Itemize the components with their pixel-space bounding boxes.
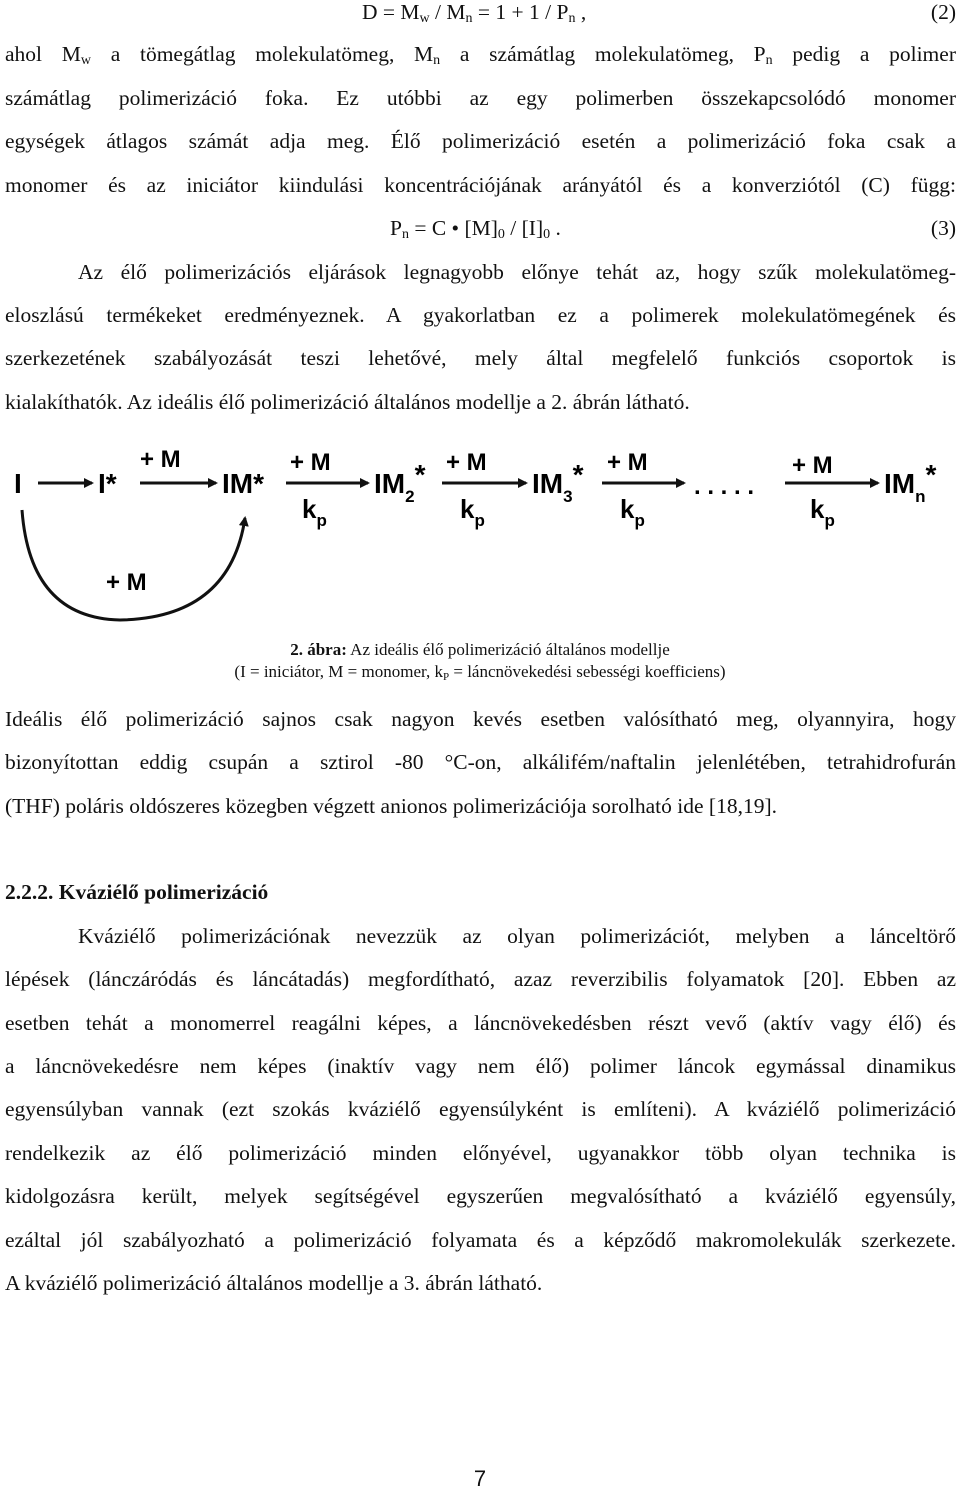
species-IMn: $IM_n*$ [884,459,937,506]
para2-line1: Az élő polimerizációs eljárások legnagyobb előnye tehát az, hogy szűk molekulatömeg- [78,260,956,284]
species-IM2: $IM_2*$ [374,459,426,506]
species-Istar: I* [98,468,117,499]
para4-line7: kidolgozásra került, melyek segítségével egyszerűen megvalósítható a kváziélő egyensúly, [5,1184,956,1208]
living-polymerization-scheme [0,440,960,630]
equation-3: $P_n = C$ • $[M]_0 / [I]_0$ . [390,216,561,242]
figure-caption: 2. ábra: Az ideális élő polimerizáció általános modellje [290,640,670,659]
page-number: 7 [473,1466,487,1491]
plusM-label: + M [290,449,331,476]
plusM-label: + M [792,452,833,479]
para3-line1: Ideális élő polimerizáció sajnos csak nagyon kevés esetben valósítható meg, olyannyira, hogy [5,707,956,731]
para4-line5: egyensúlyban vannak (ezt szokás kváziélő egyensúlyként is említeni). A kváziélő polimerizáció [5,1097,956,1121]
species-I: I [14,468,22,499]
loop-arrow [22,510,245,620]
equation-number-3: (3) [930,216,956,240]
para4-line3: esetben tehát a monomerrel reagálni képes, a láncnövekedésben részt vevő (aktív vagy élő) és [5,1011,956,1035]
para1-line1: ahol $M_w$ a tömegátlag molekulatömeg, $M_n$ a számátlag molekulatömeg, $P_n$ pedig a polimer [5,42,956,68]
para4-line9: A kváziélő polimerizáció általános modellje a 3. ábrán látható. [5,1271,543,1295]
equation-2: $D = M_w / M_n = 1 + 1 / P_n$ , [362,0,587,26]
para1-line4: monomer és az iniciátor kiindulási koncentrációjának arányától és a konverziótól (C) függ: [5,173,956,197]
para4-line2: lépések (lánczáródás és láncátadás) megfordítható, azaz reverzibilis folyamatok [20]. Ebben az [5,967,956,991]
species-IM: IM* [222,468,264,499]
loop-plusM-label: + M [106,569,147,596]
para4-line6: rendelkezik az élő polimerizáció minden előnyével, ugyanakkor több olyan technika is [5,1141,956,1165]
section-heading: 2.2.2. Kváziélő polimerizáció [5,880,269,904]
para2-line2: eloszlású termékeket eredményeznek. A gyakorlatban ez a polimerek molekulatömegének és [5,303,956,327]
plusM-label: + M [140,446,181,473]
kp-label: $k_p$ [620,494,645,530]
species-IM3: $IM_3*$ [532,459,584,506]
kp-label: $k_p$ [302,494,327,530]
para1-line3: egységek átlagos számát adja meg. Élő polimerizáció esetén a polimerizáció foka csak a [5,129,956,153]
plusM-label: + M [446,449,487,476]
para3-line3: (THF) poláris oldószeres közegben végzett anionos polimerizációja sorolható ide [18,19]. [5,794,777,818]
para2-line3: szerkezetének szabályozását teszi lehetővé, mely által megfelelő funkciós csoportok is [5,346,956,370]
para3-line2: bizonyítottan eddig csupán a sztirol -80 °C-on, alkálifém/naftalin jelenlétében, tetrahidrofurán [5,750,956,774]
para4-line1: Kváziélő polimerizációnak nevezzük az olyan polimerizációt, melyben a lánceltörő [78,924,956,948]
para4-line4: a láncnövekedésre nem képes (inaktív vagy nem élő) polimer láncok egymással dinamikus [5,1054,956,1078]
para4-line8: ezáltal jól szabályozható a polimerizáció folyamata és a képződő makromolekulák szerkezete. [5,1228,956,1252]
kp-label: $k_p$ [460,494,485,530]
para2-line4: kialakíthatók. Az ideális élő polimerizáció általános modellje a 2. ábrán látható. [5,390,690,414]
plusM-label: + M [607,449,648,476]
para1-line2: számátlag polimerizáció foka. Ez utóbbi az egy polimerben összekapcsolódó monomer [5,86,956,110]
figure-caption-legend: (I = iniciátor, M = monomer, $k_P$ = láncnövekedési sebességi koefficiens) [234,662,726,683]
equation-number-2: (2) [930,0,956,24]
ellipsis-dots: . . . . . [694,473,755,500]
kp-label: $k_p$ [810,494,835,530]
